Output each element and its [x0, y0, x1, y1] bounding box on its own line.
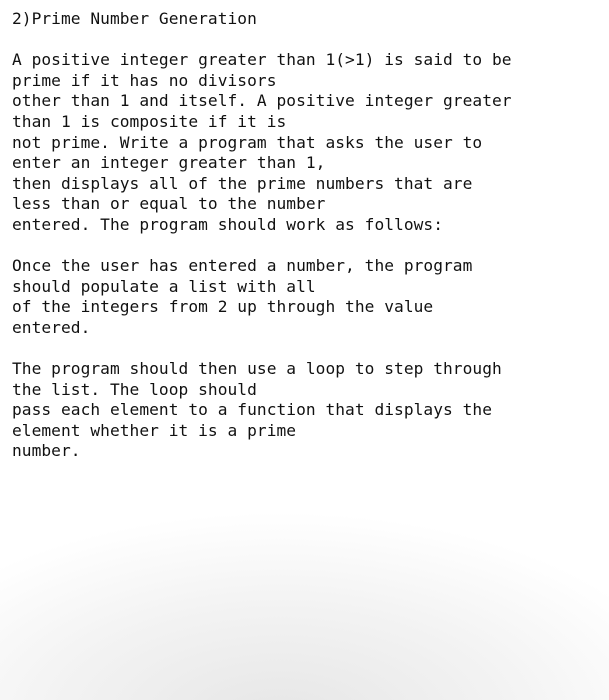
text-line: number.: [12, 441, 81, 461]
text-line: then displays all of the prime numbers that are: [12, 173, 473, 193]
text-line: less than or equal to the number: [12, 194, 326, 214]
text-line: pass each element to a function that displays the: [12, 400, 492, 420]
text-line: entered. The program should work as follows:: [12, 214, 444, 234]
text-line: should populate a list with all: [12, 276, 316, 296]
heading-spacer: [12, 30, 602, 51]
text-line: not prime. Write a program that asks the user to: [12, 132, 483, 152]
text-line: the list. The loop should: [12, 379, 257, 399]
text-line: element whether it is a prime: [12, 420, 297, 440]
text-line: than 1 is composite if it is: [12, 111, 287, 131]
text-line: of the integers from 2 up through the value: [12, 297, 434, 317]
text-line: The program should then use a loop to step through: [12, 359, 502, 379]
text-line: A positive integer greater than 1(>1) is said to be: [12, 50, 512, 70]
paragraph-loop: [12, 359, 602, 462]
text-line: entered.: [12, 317, 91, 337]
document-heading: 2)Prime Number Generation: [12, 9, 257, 28]
paragraph-definition: [12, 50, 602, 235]
document-body: [12, 9, 602, 483]
paragraph-populate-list: [12, 256, 602, 338]
text-line: Once the user has entered a number, the program: [12, 256, 473, 276]
text-line: enter an integer greater than 1,: [12, 153, 326, 173]
text-line: other than 1 and itself. A positive integer greater: [12, 91, 512, 111]
text-line: prime if it has no divisors: [12, 70, 277, 90]
